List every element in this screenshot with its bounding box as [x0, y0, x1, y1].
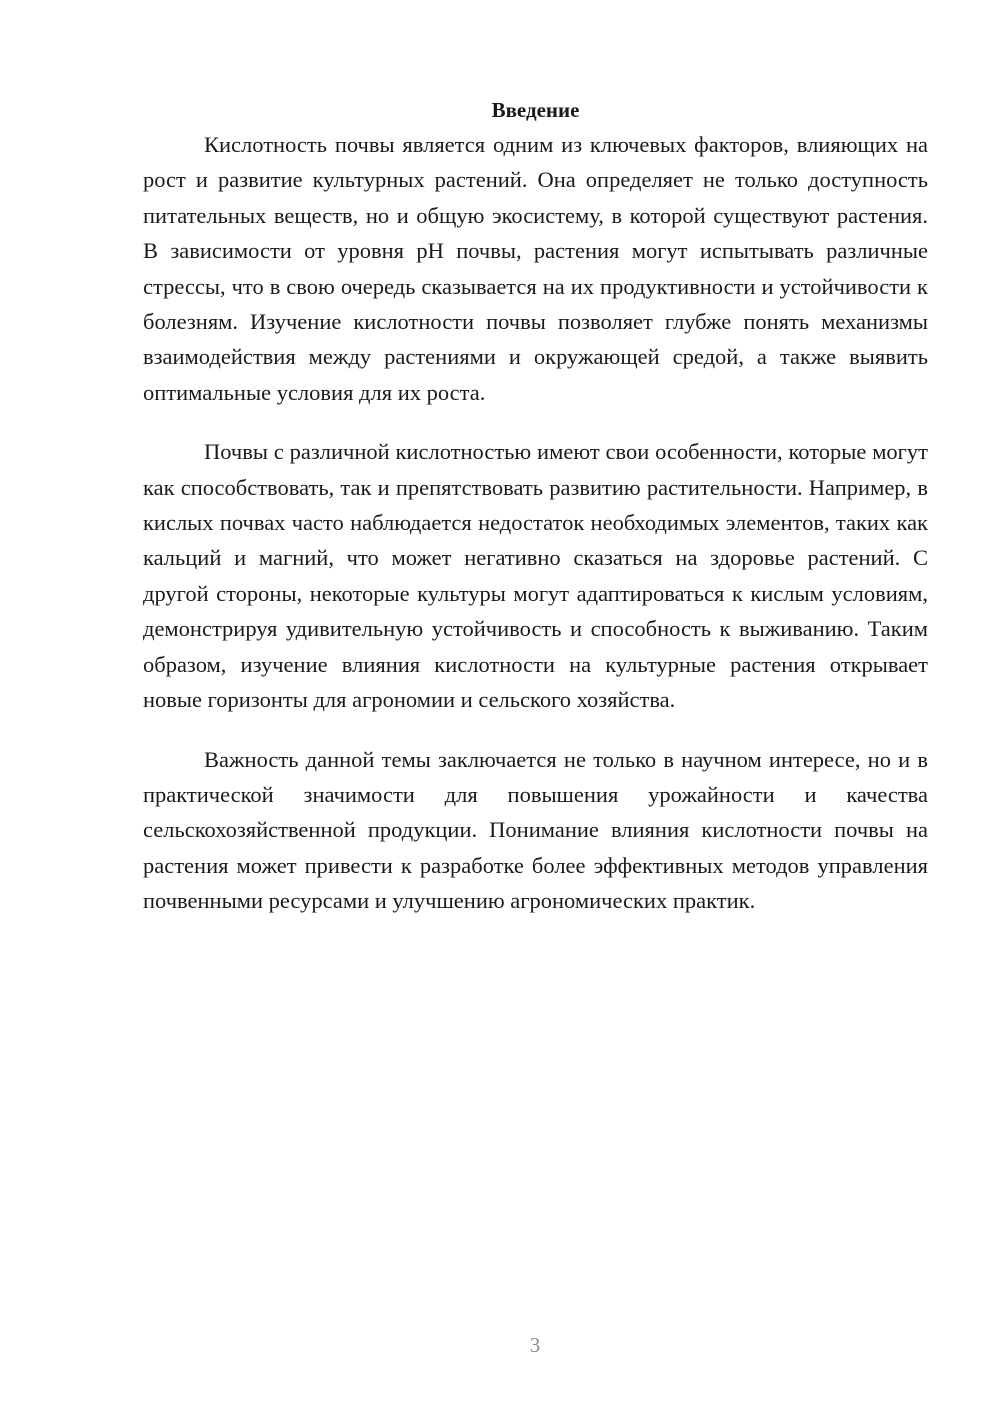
page-content — [143, 94, 928, 943]
paragraph-2: Почвы с различной кислотностью имеют свои особенности, которые могут как способствовать, так и препятствовать развитию растительности. Например, в кислых почвах часто наблюдается недостаток необходимых элементов, таких как кальций и магний, что может негативно сказаться на здоровье растений. С другой стороны, некоторые культуры могут адаптироваться к кислым условиям, демонстрируя удивительную устойчивость и способность к выживанию. Таким образом, изучение влияния кислотности на культурные растения открывает новые горизонты для агрономии и сельского хозяйства. — [143, 439, 928, 713]
paragraph-3: Важность данной темы заключается не только в научном интересе, но и в практической значимости для повышения урожайности и качества сельскохозяйственной продукции. Понимание влияния кислотности почвы на растения может привести к разработке более эффективных методов управления почвенными ресурсами и улучшению агрономических практик. — [143, 746, 928, 914]
page-number: 3 — [529, 1333, 541, 1357]
paragraph-1: Кислотность почвы является одним из ключевых факторов, влияющих на рост и развитие культурных растений. Она определяет не только доступность питательных веществ, но и общую экосистему, в которой существуют растения. В зависимости от уровня pH почвы, растения могут испытывать различные стрессы, что в свою очередь сказывается на их продуктивности и устойчивости к болезням. Изучение кислотности почвы позволяет глубже понять механизмы взаимодействия между растениями и окружающей средой, а также выявить оптимальные условия для их роста. — [143, 132, 928, 405]
section-title: Введение — [491, 98, 580, 122]
